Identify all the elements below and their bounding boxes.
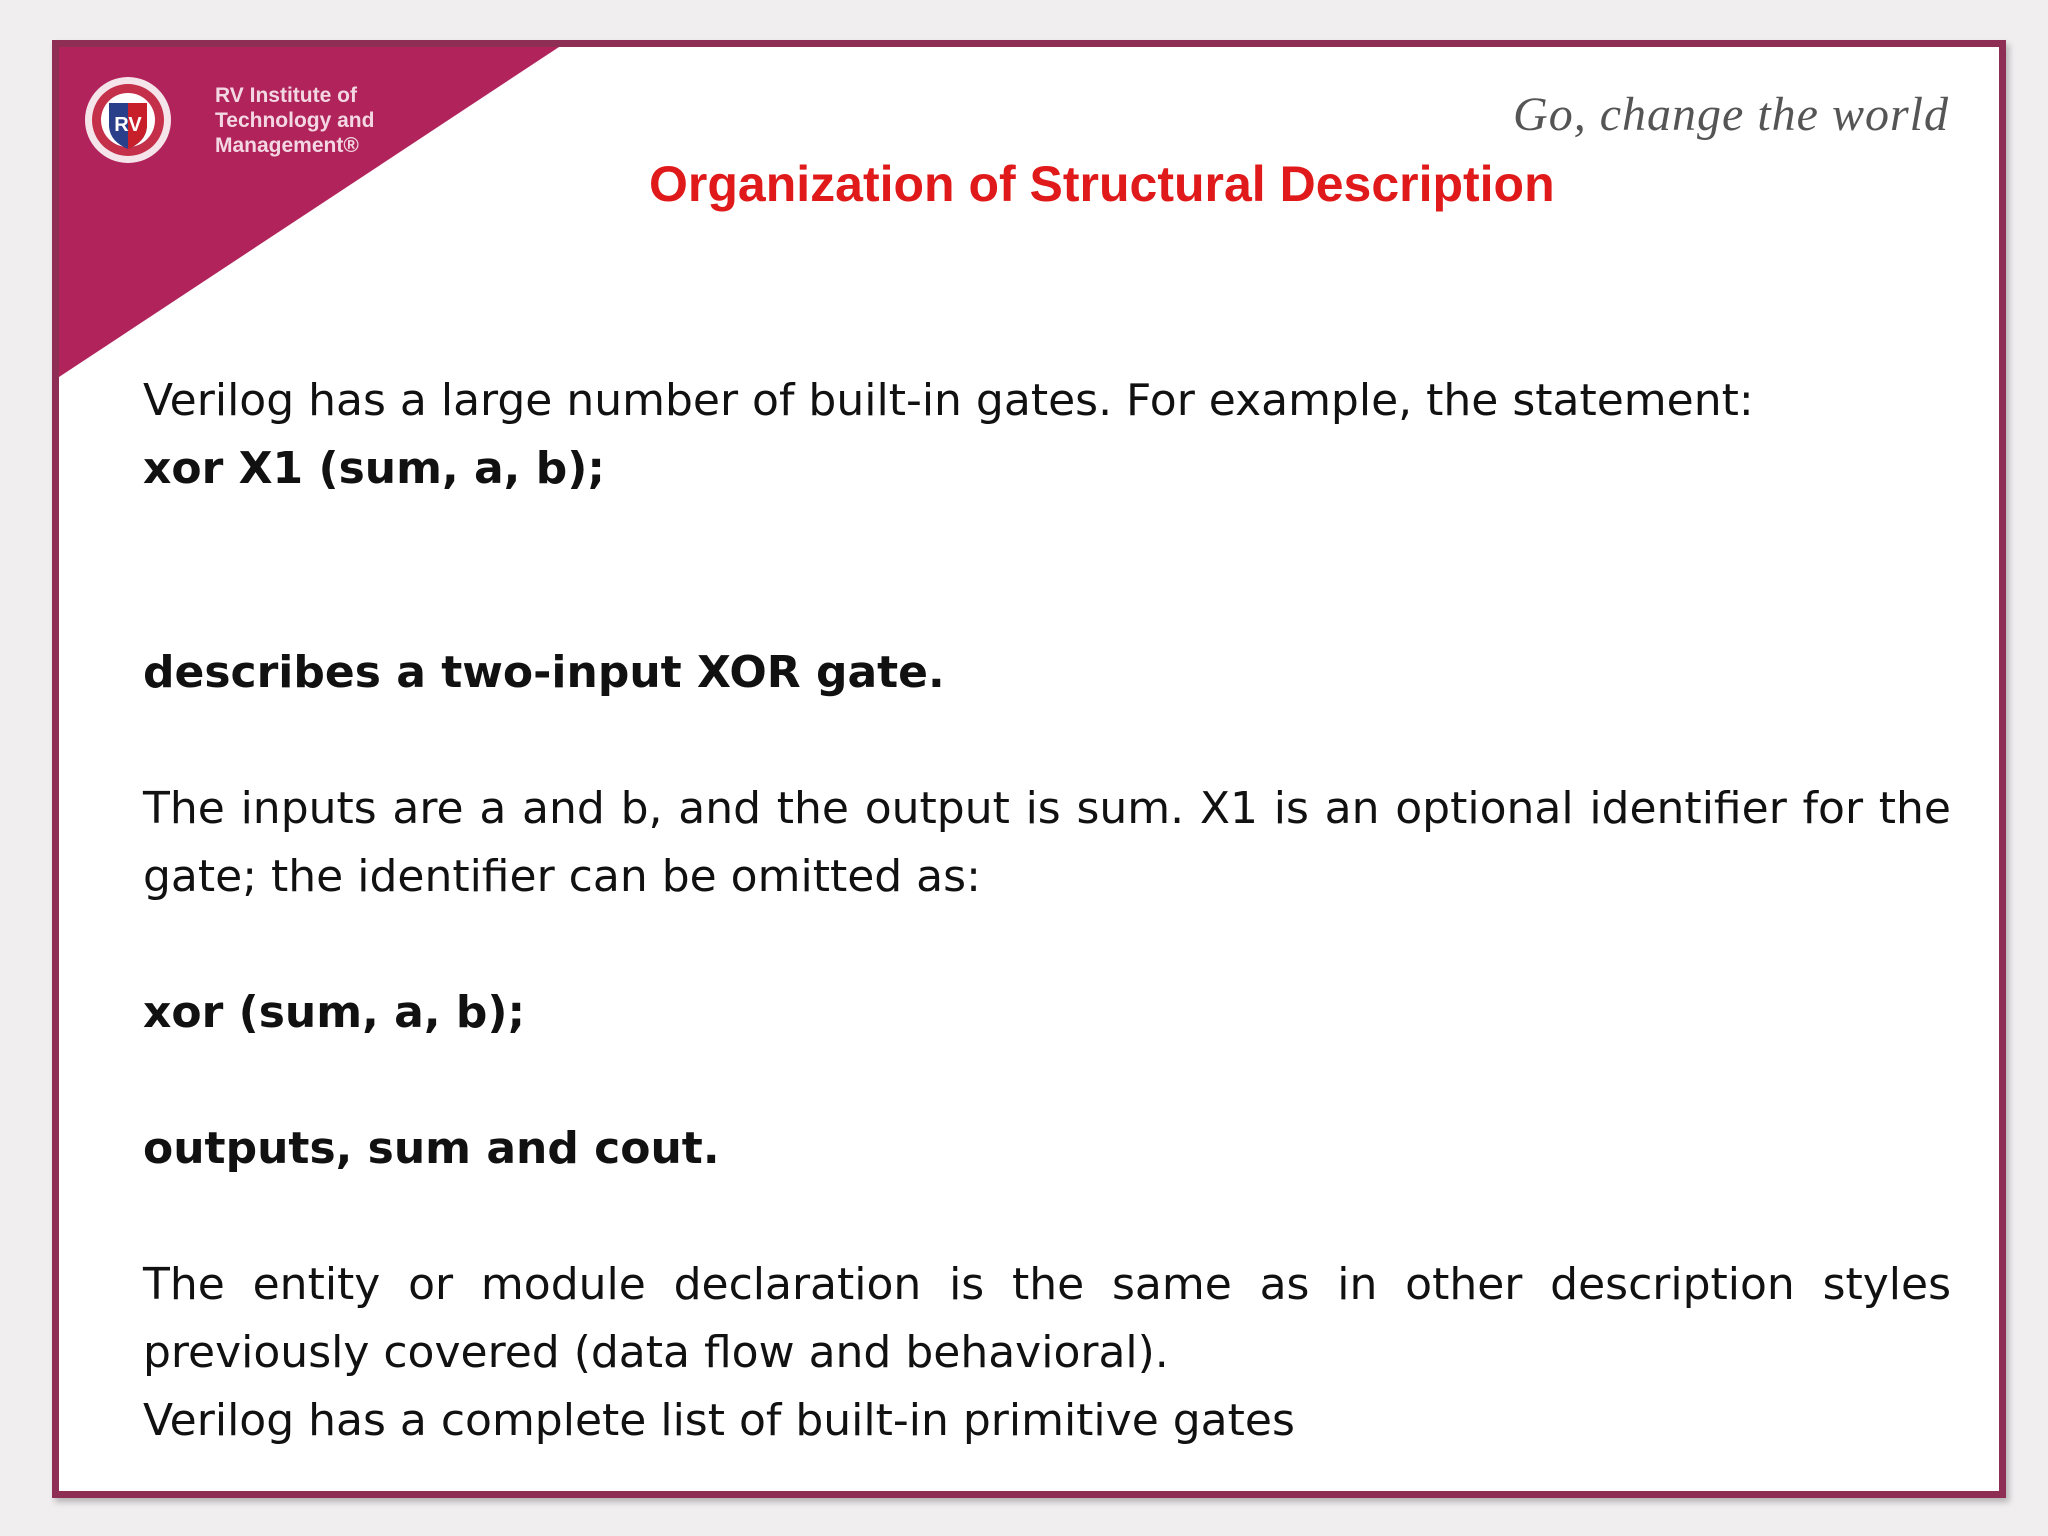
paragraph-primitive-gates: Verilog has a complete list of built-in primitive gates (143, 1395, 1295, 1446)
svg-text:RV: RV (114, 114, 142, 136)
slide (52, 40, 2006, 1498)
slide-body (143, 367, 1951, 1455)
paragraph-module-declaration: The entity or module declaration is the same as in other description styles previously covered (data flow and behavioral). (143, 1259, 1951, 1378)
tagline: Go, change the world (1513, 88, 1949, 141)
institute-logo-icon (83, 75, 173, 165)
code-example-with-id: xor X1 (sum, a, b); (143, 443, 605, 494)
institute-name: RV Institute of Technology and Management® (215, 84, 375, 157)
paragraph-xor-description: describes a two-input XOR gate. (143, 647, 945, 698)
paragraph-inputs-outputs: The inputs are a and b, and the output is sum. X1 is an optional identifier for the gate; the identifier can be omitted as: (143, 783, 1951, 902)
paragraph-intro: Verilog has a large number of built-in gates. For example, the statement: (143, 375, 1754, 426)
paragraph-outputs: outputs, sum and cout. (143, 1123, 720, 1174)
code-example-no-id: xor (sum, a, b); (143, 987, 526, 1038)
slide-title: Organization of Structural Description (649, 156, 1555, 212)
